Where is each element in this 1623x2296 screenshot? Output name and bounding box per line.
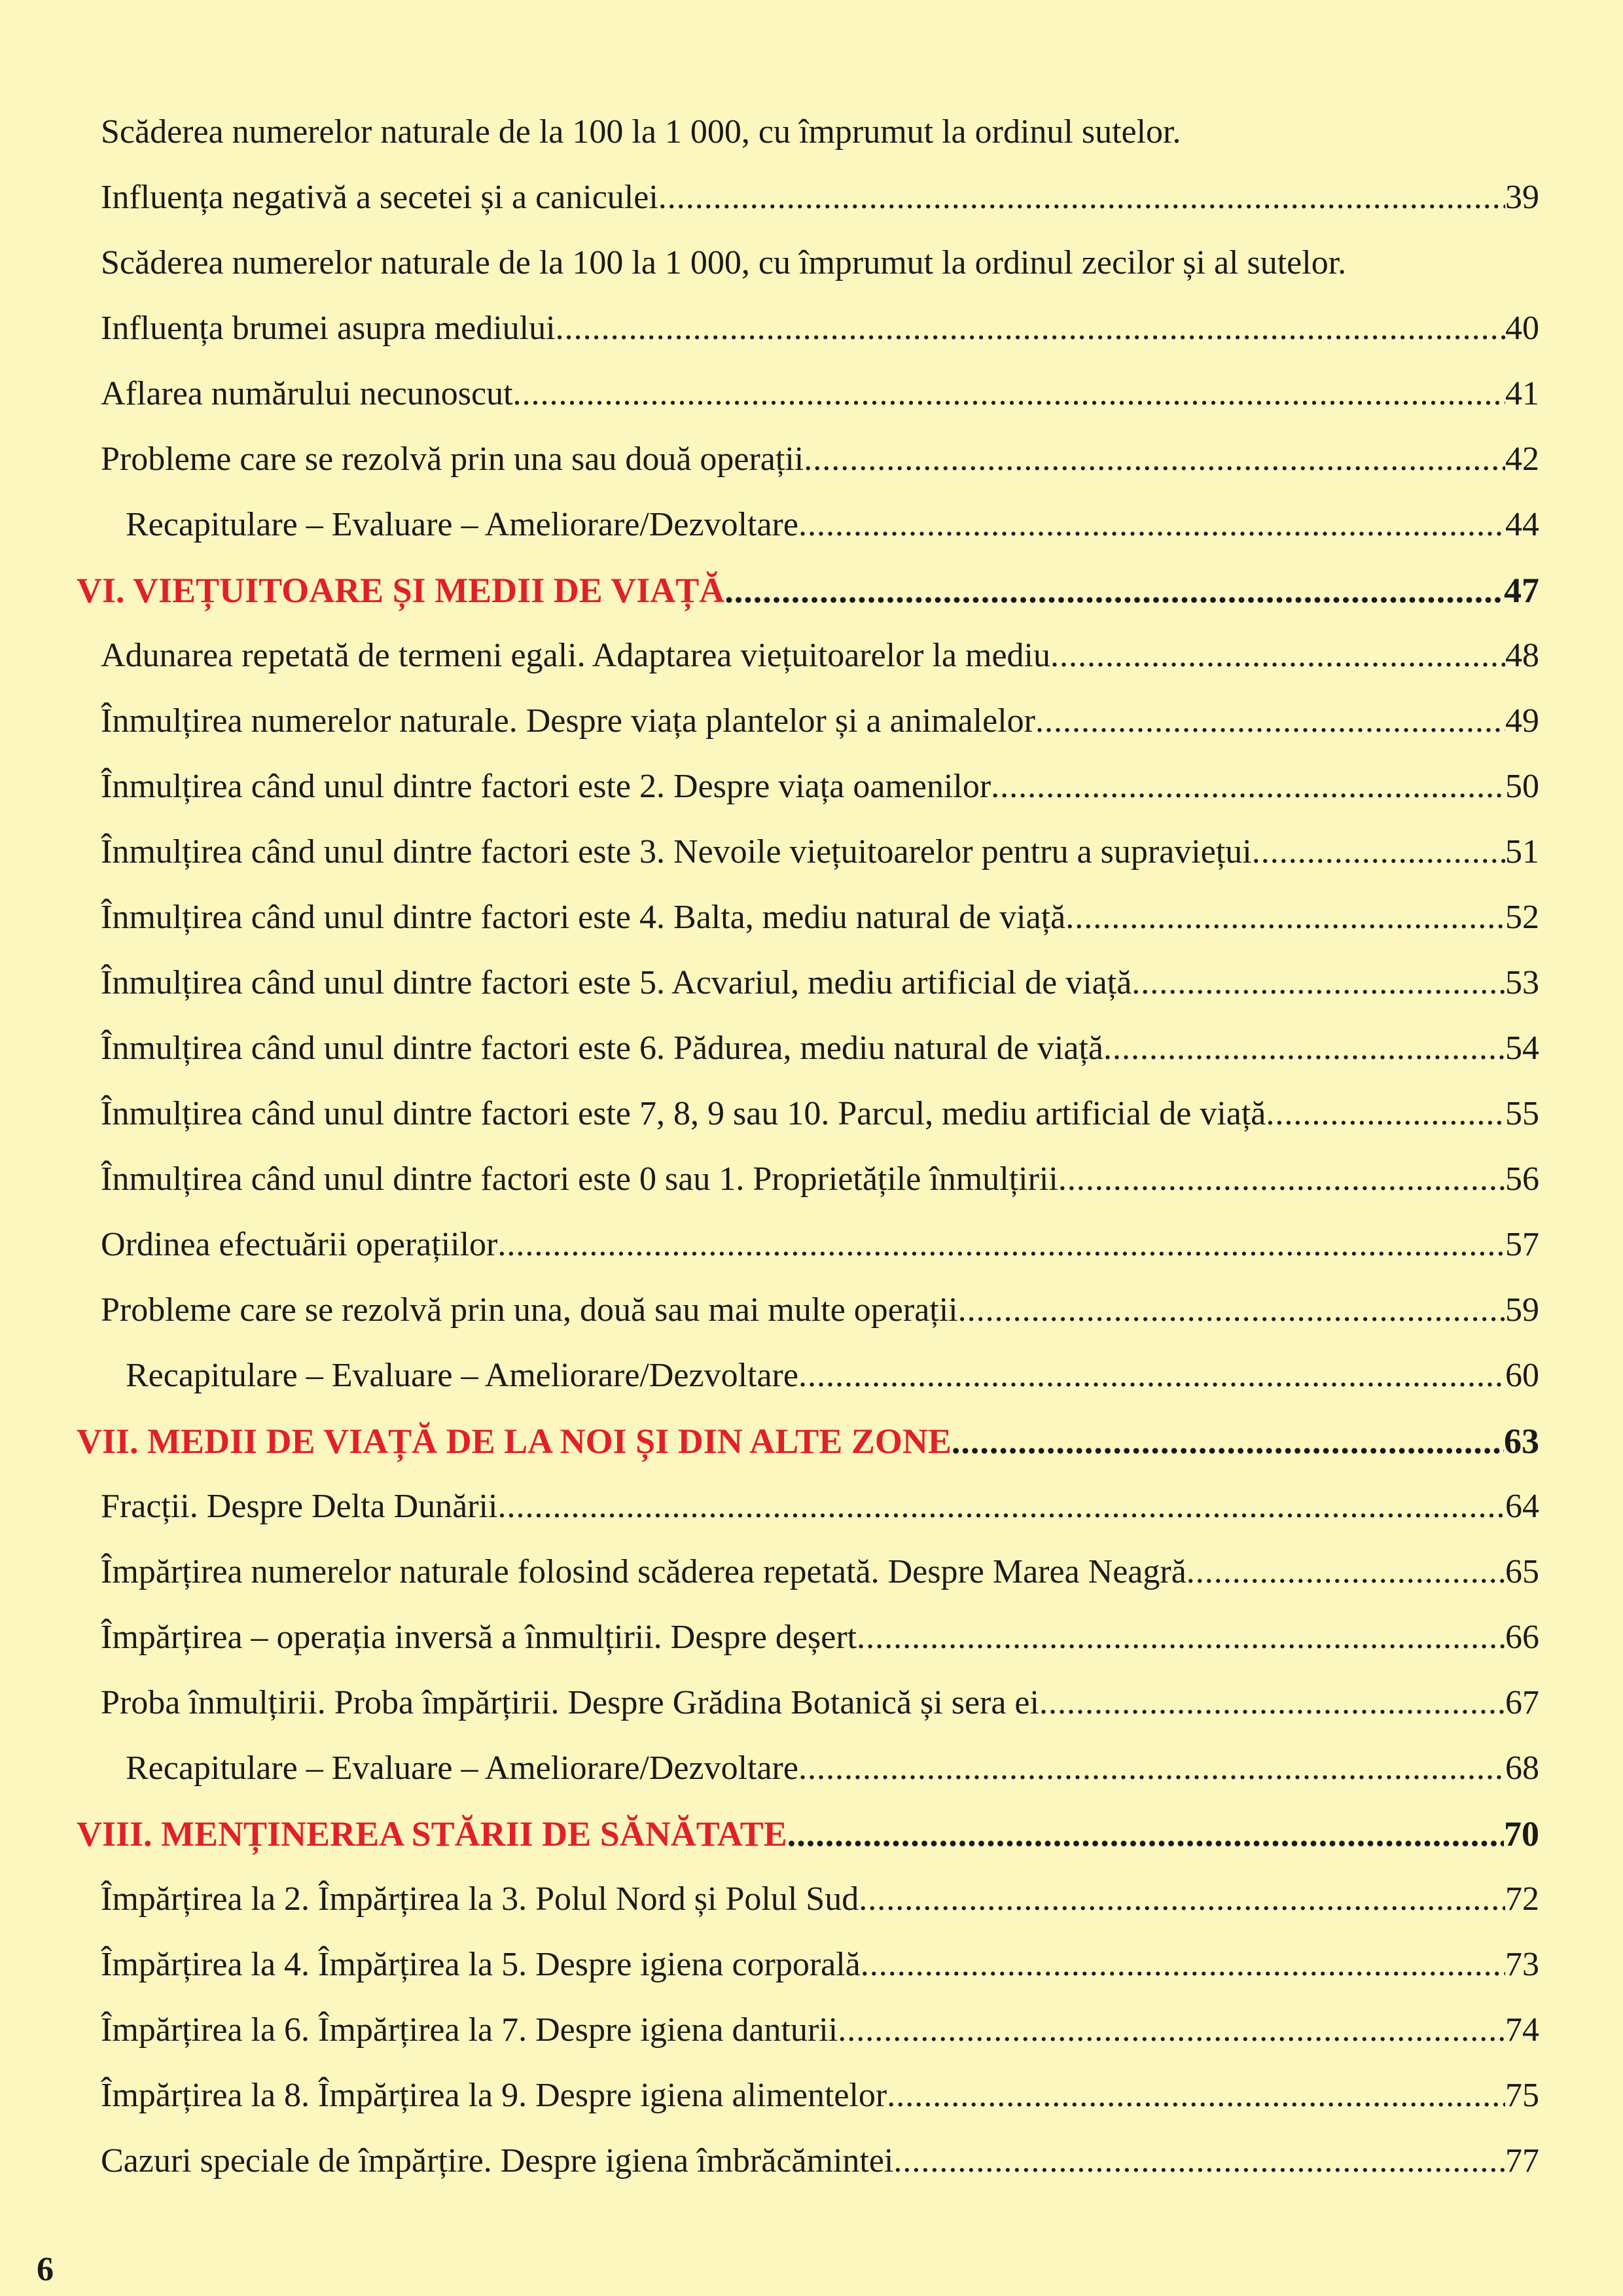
toc-entry-title: Ordinea efectuării operațiilor [101,1226,498,1263]
dot-leader [1065,885,1505,950]
toc-entry-page: 74 [1505,2011,1539,2049]
dot-leader [1039,1670,1505,1736]
toc-entry-page: 50 [1505,768,1539,805]
toc-entry [0,1932,1623,1998]
dot-leader [861,1932,1505,1998]
toc-entry-title: Adunarea repetată de termeni egali. Adaptarea viețuitoarelor la mediu [101,637,1050,674]
toc-entry-title: Cazuri speciale de împărțire. Despre igiena îmbrăcămintei [101,2142,894,2179]
toc-entry-title: Împărțirea la 4. Împărțirea la 5. Despre igiena corporală [101,1946,861,1983]
toc-entry-title: Influența brumei asupra mediului [101,310,556,347]
toc-entry-page: 56 [1505,1160,1539,1198]
toc-entry-title: Scăderea numerelor naturale de la 100 la 1 000, cu împrumut la ordinul sutelor. [101,113,1181,151]
toc-entry [0,1670,1623,1736]
toc-entry-page: 60 [1505,1357,1539,1394]
toc-entry-title: Înmulțirea când unul dintre factori este 5. Acvariul, mediu artificial de viață [101,964,1132,1001]
toc-entry [0,1016,1623,1081]
toc-entry-page: 47 [1504,571,1539,610]
toc-entry-title: Recapitulare – Evaluare – Ameliorare/Dezvoltare [126,1749,798,1787]
toc-entry-page: 54 [1505,1030,1539,1067]
toc-entry-page: 59 [1505,1291,1539,1329]
toc-entry [0,99,1623,165]
toc-entry-title: Înmulțirea când unul dintre factori este 7, 8, 9 sau 10. Parcul, mediu artificial de viață [101,1095,1266,1132]
dot-leader [857,1605,1505,1670]
toc-entry-title: Probleme care se rezolvă prin una, două sau mai multe operații [101,1291,958,1329]
toc-entry [0,950,1623,1016]
toc-section-heading [0,558,1623,623]
toc-entry-title: Înmulțirea numerelor naturale. Despre viața plantelor și a animalelor [101,702,1035,740]
dot-leader [838,1998,1505,2063]
dot-leader [887,2063,1505,2128]
toc-entry-page: 72 [1505,1880,1539,1918]
toc-entry [0,1867,1623,1932]
dot-leader [1035,689,1505,754]
toc-entry-title: Recapitulare – Evaluare – Ameliorare/Dezvoltare [126,506,798,543]
dot-leader [1266,1081,1505,1147]
toc-entry-title: Împărțirea numerelor naturale folosind scăderea repetată. Despre Marea Neagră [101,1553,1186,1590]
toc-entry [0,754,1623,819]
dot-leader [991,754,1505,819]
toc-entry-page: 41 [1505,375,1539,412]
toc-entry-page: 44 [1505,506,1539,543]
toc-entry-title: Scăderea numerelor naturale de la 100 la 1 000, cu împrumut la ordinul zecilor și al sutelor. [101,244,1347,281]
dot-leader [658,165,1505,230]
toc-entry-page: 77 [1505,2142,1539,2179]
toc-section-heading [0,1408,1623,1474]
toc-entry [0,885,1623,950]
dot-leader [798,1736,1505,1801]
toc-entry-title: VIII. MENȚINEREA STĂRII DE SĂNĂTATE [77,1814,787,1854]
toc-entry-page: 52 [1505,899,1539,936]
toc-entry [0,492,1623,558]
toc-entry-title: Împărțirea – operația inversă a înmulțirii. Despre deșert [101,1619,857,1656]
toc-entry [0,296,1623,361]
toc-entry-page: 64 [1505,1488,1539,1525]
dot-leader [893,2128,1505,2194]
toc-entry-page: 66 [1505,1619,1539,1656]
dot-leader [1103,1016,1505,1081]
dot-leader [1252,819,1505,885]
dot-leader [804,427,1505,492]
toc-entry-title: Împărțirea la 2. Împărțirea la 3. Polul Nord și Polul Sud [101,1880,859,1918]
toc-entry [0,1539,1623,1605]
toc-entry [0,1147,1623,1212]
toc-entry-page: 75 [1505,2077,1539,2114]
toc-entry-title: VI. VIEȚUITOARE ȘI MEDII DE VIAȚĂ [77,571,725,610]
toc-entry-page: 39 [1505,179,1539,216]
toc-entry-title: Împărțirea la 6. Împărțirea la 7. Despre igiena danturii [101,2011,838,2049]
toc-entry-page: 73 [1505,1946,1539,1983]
toc-entry-title: Înmulțirea când unul dintre factori este 2. Despre viața oamenilor [101,768,991,805]
toc-entry-page: 53 [1505,964,1539,1001]
toc-entry-page: 67 [1505,1684,1539,1721]
toc-entry-page: 42 [1505,440,1539,478]
toc-entry [0,230,1623,296]
dot-leader [1186,1539,1505,1605]
dot-leader [513,361,1505,427]
toc-entry-page: 68 [1505,1749,1539,1787]
toc-entry [0,1474,1623,1539]
toc-entry-page: 49 [1505,702,1539,740]
dot-leader [556,296,1505,361]
dot-leader [798,492,1505,558]
toc-entry [0,689,1623,754]
toc-entry-page: 70 [1504,1814,1539,1854]
dot-leader [787,1801,1504,1867]
dot-leader [859,1867,1505,1932]
toc-entry [0,361,1623,427]
dot-leader [1050,623,1505,689]
toc-entry [0,165,1623,230]
dot-leader [952,1408,1504,1474]
toc-entry [0,1605,1623,1670]
toc-entry-title: Înmulțirea când unul dintre factori este 0 sau 1. Proprietățile înmulțirii [101,1160,1058,1198]
dot-leader [958,1278,1505,1343]
page-number: 6 [37,2251,54,2288]
toc-entry-title: Înmulțirea când unul dintre factori este 3. Nevoile viețuitoarelor pentru a supraviețui [101,833,1252,870]
toc-entry [0,1081,1623,1147]
toc-entry-title: Recapitulare – Evaluare – Ameliorare/Dezvoltare [126,1357,798,1394]
dot-leader [1132,950,1505,1016]
toc-entry-title: Proba înmulțirii. Proba împărțirii. Despre Grădina Botanică și sera ei [101,1684,1039,1721]
toc-entry-page: 65 [1505,1553,1539,1590]
toc-section-heading [0,1801,1623,1867]
toc-entry [0,1998,1623,2063]
toc-entry-title: Probleme care se rezolvă prin una sau două operații [101,440,804,478]
dot-leader [497,1212,1505,1278]
dot-leader [1058,1147,1505,1212]
toc-entry-title: VII. MEDII DE VIAȚĂ DE LA NOI ȘI DIN ALTE ZONE [77,1422,952,1461]
toc-entry [0,2063,1623,2128]
toc-entry-title: Înmulțirea când unul dintre factori este 4. Balta, mediu natural de viață [101,899,1066,936]
toc-entry-page: 57 [1505,1226,1539,1263]
toc-entry-page: 40 [1505,310,1539,347]
table-of-contents [0,99,1623,2194]
toc-entry-page: 48 [1505,637,1539,674]
toc-entry [0,819,1623,885]
dot-leader [798,1343,1505,1408]
toc-entry-page: 63 [1504,1422,1539,1461]
toc-entry [0,427,1623,492]
dot-leader [497,1474,1505,1539]
toc-entry [0,1278,1623,1343]
toc-entry-page: 55 [1505,1095,1539,1132]
toc-entry [0,1736,1623,1801]
toc-entry [0,1212,1623,1278]
toc-entry [0,623,1623,689]
toc-entry-title: Aflarea numărului necunoscut [101,375,513,412]
toc-entry-title: Împărțirea la 8. Împărțirea la 9. Despre igiena alimentelor [101,2077,887,2114]
toc-entry [0,2128,1623,2194]
toc-entry-title: Înmulțirea când unul dintre factori este 6. Pădurea, mediu natural de viață [101,1030,1103,1067]
toc-entry-title: Influența negativă a secetei și a caniculei [101,179,658,216]
dot-leader [724,558,1504,623]
toc-entry [0,1343,1623,1408]
toc-entry-title: Fracții. Despre Delta Dunării [101,1488,498,1525]
toc-entry-page: 51 [1505,833,1539,870]
